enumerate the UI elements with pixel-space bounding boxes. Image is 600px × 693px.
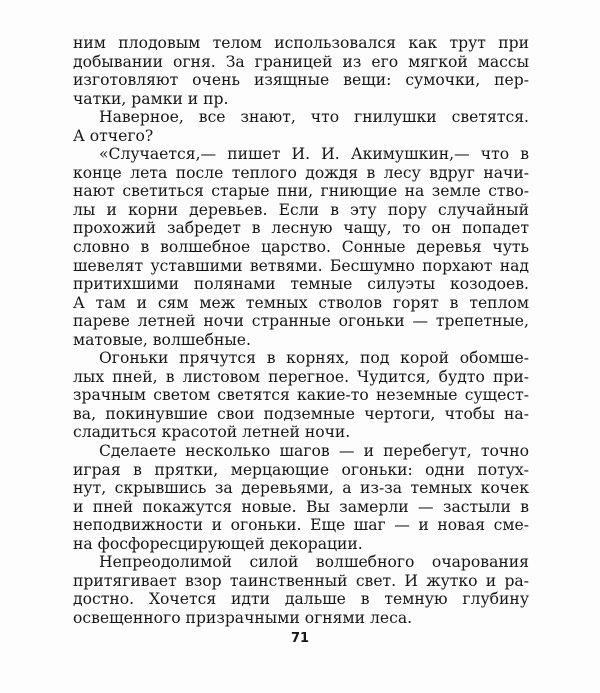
text-line: сладиться красотой летней ночи. bbox=[73, 423, 351, 442]
text-line: лых пней, в листовом перегное. Чудится, будто при- bbox=[73, 367, 529, 386]
text-line: и пней покажутся новые. Вы замерли — застыли в bbox=[73, 497, 529, 516]
text-line: конце лета после теплого дождя в лесу вдруг начи- bbox=[73, 163, 529, 182]
text-line: Огоньки прячутся в корнях, под корой обомше- bbox=[99, 349, 529, 368]
text-line: чатки, рамки и пр. bbox=[73, 89, 229, 108]
text-line: притихшими полянами темные силуэты козодоев. bbox=[73, 275, 529, 294]
text-line: прохожий забредет в лесную чащу, то он попадет bbox=[73, 219, 529, 238]
paragraph-1 bbox=[73, 34, 529, 108]
text-line: матовые, волшебные. bbox=[73, 330, 251, 349]
text-line: нут, скрывшись за деревьями, а из-за темных кочек bbox=[73, 479, 529, 498]
text-line: Непреодолимой силой волшебного очарования bbox=[99, 553, 529, 572]
page-number: 71 bbox=[290, 631, 310, 646]
text-line: зрачным светом светятся какие-то неземные сущест- bbox=[73, 386, 529, 405]
text-line: притягивает взор таинственный свет. И жутко и ра- bbox=[73, 571, 529, 590]
text-line: А там и сям меж темных стволов горят в теплом bbox=[73, 293, 529, 312]
text-line: Наверное, все знают, что гнилушки светятся. bbox=[99, 108, 529, 127]
text-line: неподвижности и огоньки. Еще шаг — и новая сме- bbox=[73, 516, 529, 535]
text-line: добывании огня. За границей из его мягкой массы bbox=[73, 52, 529, 71]
text-line: нают светиться старые пни, гниющие на земле ство- bbox=[73, 182, 529, 201]
text-line: пареве летней ночи странные огоньки — трепетные, bbox=[73, 312, 529, 331]
paragraph-2 bbox=[73, 108, 529, 145]
text-line: А отчего? bbox=[73, 126, 154, 145]
text-line: шевелят уставшими ветвями. Бесшумно порхают над bbox=[73, 256, 529, 275]
text-line: на фосфоресцирующей декорации. bbox=[73, 534, 363, 553]
text-line: лы и корни деревьев. Если в эту пору случайный bbox=[73, 200, 529, 219]
text-line: «Случается,— пишет И. И. Акимушкин,— что в bbox=[99, 145, 529, 164]
text-line: словно в волшебное царство. Сонные деревья чуть bbox=[73, 238, 529, 257]
text-line: ним плодовым телом использовался как трут при bbox=[73, 34, 529, 52]
text-line: освещенного призрачными огнями леса. bbox=[73, 608, 413, 627]
paragraph-5 bbox=[73, 442, 529, 553]
text-line: Сделаете несколько шагов — и перебегут, точно bbox=[99, 442, 529, 461]
text-line: играя в прятки, мерцающие огоньки: одни потух- bbox=[73, 460, 529, 479]
text-line: изготовляют очень изящные вещи: сумочки, пер- bbox=[73, 71, 529, 90]
text-line: достно. Хочется идти дальше в темную глубину bbox=[73, 590, 529, 609]
body-text bbox=[73, 34, 529, 628]
text-line: ва, покинувшие свои подземные чертоги, чтобы на- bbox=[73, 404, 529, 423]
paragraph-4 bbox=[73, 349, 529, 442]
paragraph-3 bbox=[73, 145, 529, 349]
paragraph-6 bbox=[73, 553, 529, 627]
